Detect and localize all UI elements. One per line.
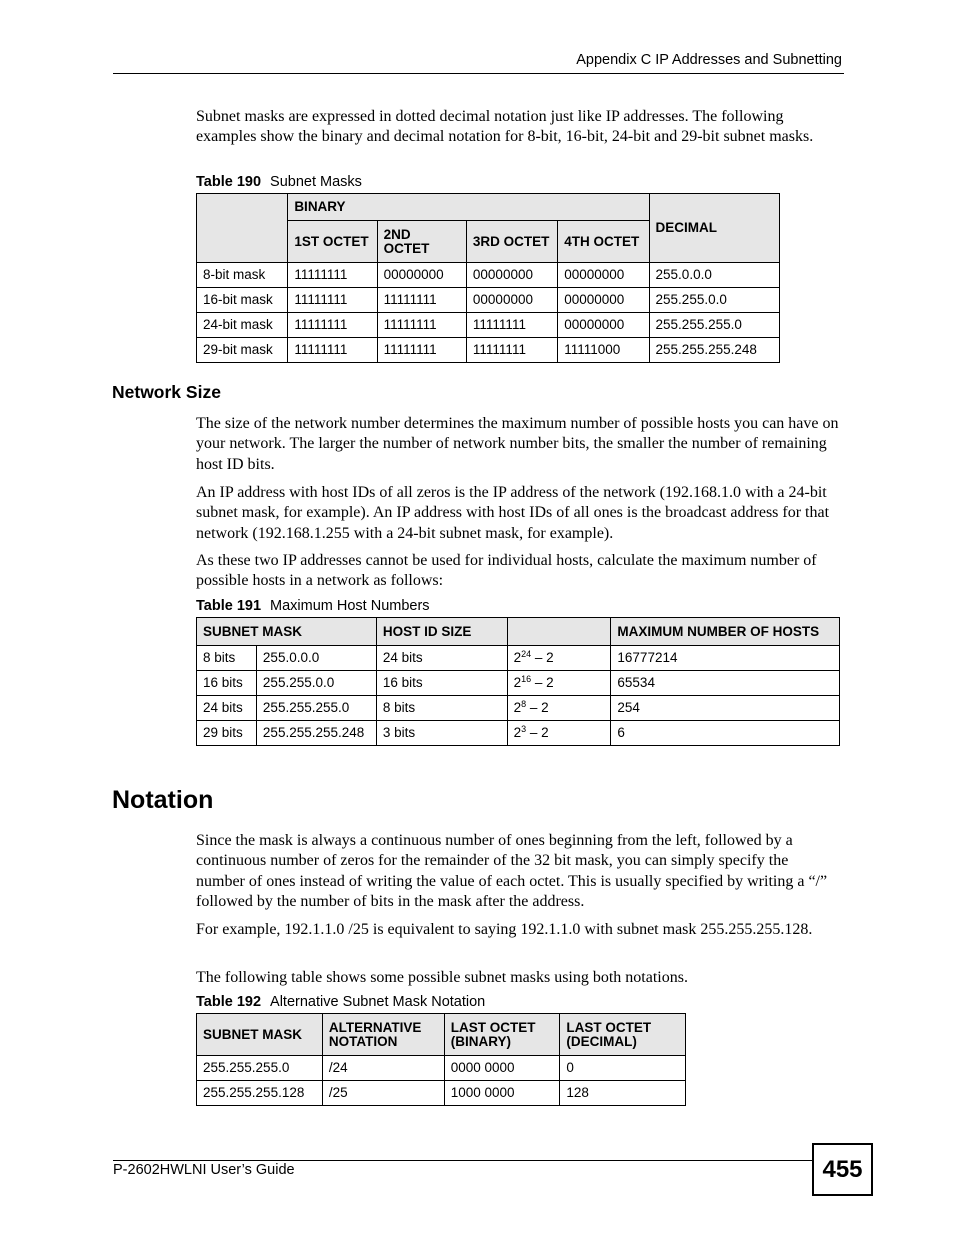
table-191-title: Maximum Host Numbers [270,598,430,614]
table-row [197,313,780,338]
table-cell: 00000000 [466,263,557,288]
table-cell: /24 [322,1056,444,1081]
formula-cell [507,696,611,721]
running-header: Appendix C IP Addresses and Subnetting [576,52,842,68]
table-cell: 0 [560,1056,686,1081]
header-2nd-octet: 2ND OCTET [377,221,466,263]
table-cell: 24 bits [197,696,257,721]
header-formula-blank [507,618,611,646]
formula-base: 2 [513,675,522,690]
table-cell: 65534 [611,671,840,696]
subnet-masks-table [196,193,780,363]
table-cell: 00000000 [558,313,649,338]
table-cell: 11111111 [466,338,557,363]
header-4th-octet: 4TH OCTET [558,221,649,263]
header-decimal: DECIMAL [649,194,779,263]
notation-paragraph-3: The following table shows some possible subnet masks using both notations. [196,969,688,986]
header-cell-blank [197,194,288,263]
table-cell: 255.255.0.0 [256,671,376,696]
header-3rd-octet: 3RD OCTET [466,221,557,263]
table-cell: 255.255.255.0 [256,696,376,721]
page-number: 455 [812,1143,873,1196]
formula-tail: – 2 [531,650,554,665]
table-cell: 128 [560,1081,686,1106]
table-cell: 1000 0000 [444,1081,560,1106]
footer-rule [113,1160,813,1161]
table-row [197,338,780,363]
header-subnet-mask: SUBNET MASK [197,1014,323,1056]
notation-paragraph-1: Since the mask is always a continuous number of ones beginning from the left, followed by a continuous number of zeros for the remainder of the 32 bit mask, you can simply specify the number of ones instead of writing the value of each octet. This is usually specified by writing a “/” followed by the number of bits in the mask after the address. [196,832,828,911]
table-cell: 11111111 [288,263,377,288]
table-cell: 0000 0000 [444,1056,560,1081]
header-last-octet-binary: LAST OCTET (BINARY) [444,1014,560,1056]
table-cell: 255.255.0.0 [649,288,779,313]
table-cell: 11111111 [377,313,466,338]
header-1st-octet: 1ST OCTET [288,221,377,263]
formula-tail: – 2 [526,700,549,715]
network-size-heading: Network Size [112,382,221,402]
table-row [197,288,780,313]
table-192-caption [196,994,485,1010]
footer-guide-title: P-2602HWLNI User’s Guide [113,1162,295,1178]
header-rule [113,73,844,74]
table-192-number: Table 192 [196,994,262,1010]
table-190-number: Table 190 [196,174,262,190]
table-cell: 6 [611,721,840,746]
table-cell: 8 bits [376,696,507,721]
formula-tail: – 2 [526,725,549,740]
table-cell: 00000000 [466,288,557,313]
header-last-octet-decimal: LAST OCTET (DECIMAL) [560,1014,686,1056]
table-cell: 255.255.255.0 [197,1056,323,1081]
table-191-number: Table 191 [196,598,262,614]
table-row [197,263,780,288]
network-size-paragraph-1: The size of the network number determines the maximum number of possible hosts you can have on your network. The larger the number of network number bits, the smaller the number of remaining host ID bits. [196,415,839,473]
table-cell: 16 bits [197,671,257,696]
table-cell: 16 bits [376,671,507,696]
table-cell: 11111111 [288,313,377,338]
formula-cell [507,671,611,696]
formula-exponent: 24 [521,649,532,659]
table-row [197,671,840,696]
table-row [197,721,840,746]
table-cell: 29-bit mask [197,338,288,363]
table-row [197,1056,686,1081]
formula-base: 2 [513,650,522,665]
table-cell: 11111111 [466,313,557,338]
intro-paragraph: Subnet masks are expressed in dotted decimal notation just like IP addresses. The following examples show the binary and decimal notation for 8-bit, 16-bit, 24-bit and 29-bit subnet masks. [196,108,814,146]
header-alternative-notation: ALTERNATIVE NOTATION [322,1014,444,1056]
table-cell: 11111111 [377,288,466,313]
table-cell: 24 bits [376,646,507,671]
formula-exponent: 16 [521,674,532,684]
table-cell: 254 [611,696,840,721]
table-row [197,1081,686,1106]
formula-cell [507,646,611,671]
alt-subnet-notation-table [196,1013,686,1106]
notation-heading: Notation [112,786,214,814]
table-cell: 255.255.255.248 [649,338,779,363]
table-cell: /25 [322,1081,444,1106]
header-host-id-size: HOST ID SIZE [376,618,507,646]
table-cell: 255.0.0.0 [649,263,779,288]
table-cell: 3 bits [376,721,507,746]
table-cell: 11111000 [558,338,649,363]
table-190-caption [196,174,362,190]
formula-exponent: 3 [521,724,527,734]
formula-base: 2 [513,700,522,715]
table-cell: 255.0.0.0 [256,646,376,671]
header-binary: BINARY [288,194,649,221]
max-host-numbers-table [196,617,840,746]
table-190-title: Subnet Masks [270,174,362,190]
table-cell: 16777214 [611,646,840,671]
formula-base: 2 [513,725,522,740]
table-cell: 00000000 [558,263,649,288]
table-cell: 11111111 [288,338,377,363]
network-size-paragraph-2: An IP address with host IDs of all zeros is the IP address of the network (192.168.1.0 with a 24-bit subnet mask, for example). An IP address with host IDs of all ones is the broadcast address for that network (192.168.1.255 with a 24-bit subnet mask, for example). [196,484,830,542]
network-size-paragraph-3: As these two IP addresses cannot be used for individual hosts, calculate the maximum number of possible hosts in a network as follows: [196,552,817,590]
table-cell: 00000000 [558,288,649,313]
table-cell: 11111111 [377,338,466,363]
table-cell: 8 bits [197,646,257,671]
table-cell: 255.255.255.248 [256,721,376,746]
table-cell: 255.255.255.128 [197,1081,323,1106]
table-cell: 24-bit mask [197,313,288,338]
table-192-title: Alternative Subnet Mask Notation [270,994,486,1010]
notation-paragraph-2: For example, 192.1.1.0 /25 is equivalent to saying 192.1.1.0 with subnet mask 255.255.255.128. [196,921,813,938]
table-cell: 29 bits [197,721,257,746]
table-191-caption [196,598,430,614]
header-subnet-mask: SUBNET MASK [197,618,377,646]
header-max-hosts: MAXIMUM NUMBER OF HOSTS [611,618,840,646]
table-row [197,646,840,671]
table-cell: 255.255.255.0 [649,313,779,338]
table-cell: 16-bit mask [197,288,288,313]
table-cell: 11111111 [288,288,377,313]
table-cell: 00000000 [377,263,466,288]
table-row [197,696,840,721]
formula-tail: – 2 [531,675,554,690]
table-cell: 8-bit mask [197,263,288,288]
formula-exponent: 8 [521,699,527,709]
formula-cell [507,721,611,746]
